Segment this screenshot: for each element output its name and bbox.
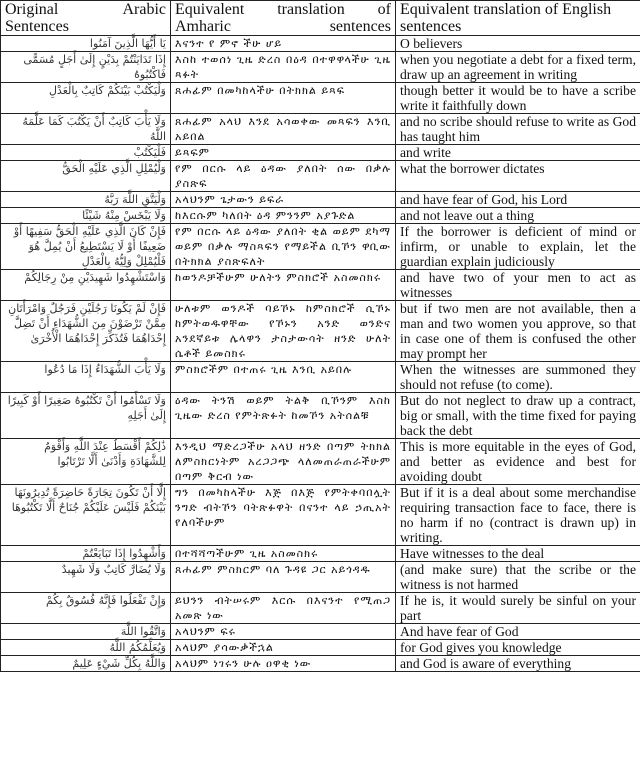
amharic-cell: ይጻፍም: [171, 145, 396, 161]
table-row: [1, 640, 640, 656]
arabic-cell: وَيُعَلِّمُكُمُ اللَّهُ: [1, 640, 171, 656]
amharic-cell: እንዲህ ማድረጋችሁ አላህ ዘንድ በጣም ትክክል ለምስክርነትም አረጋጋጭ ላለመጠራጠራችሁም በጣም ቅርብ ነው: [171, 439, 396, 485]
table-row: [1, 114, 640, 145]
table-row: [1, 485, 640, 546]
table-row: [1, 362, 640, 393]
amharic-cell: አላህንም ጌታውን ይፍራ: [171, 192, 396, 208]
arabic-cell: وَلْيُمْلِلِ الَّذِي عَلَيْهِ الْحَقُّ: [1, 161, 171, 192]
arabic-cell: وَلَا يَأْبَ كَاتِبٌ أَنْ يَكْتُبَ كَمَا عَلَّمَهُ اللَّهُ: [1, 114, 171, 145]
english-cell: and God is aware of everything: [396, 656, 640, 672]
amharic-cell: የም በርሱ ላይ ዕዳው ያለበት ቂል ወይም ደካማ ወይም በቃሉ ማስጻፍን የማይችል ቢኾን ዋቢው በትክክል ያስጽፍለት: [171, 224, 396, 270]
english-cell: and have two of your men to act as witnesses: [396, 270, 640, 301]
arabic-cell: فَإِنْ لَمْ يَكُونَا رَجُلَيْنِ فَرَجُلٌ وَامْرَأَتَانِ مِمَّنْ تَرْضَوْنَ مِنَ الشُّهَدَاءِ أَنْ تَضِلَّ إِحْدَاهُمَا فَتُذَكِّرَ إِحْدَاهُمَا الْأُخْرَىٰ: [1, 301, 171, 362]
table-row: [1, 192, 640, 208]
amharic-cell: ሁለቱም ወንዶች ባይኾኑ ከምስክሮች ሲኾኑ ከምትወዱዋቸው የኾኑን አንድ ወንድና አንደኛይቱ ሌላዋን ታስታውሳት ዘንድ ሁለት ሴቶች ይመስክሩ: [171, 301, 396, 362]
table-row: [1, 562, 640, 593]
english-cell: This is more equitable in the eyes of God, and better as evidence and best for avoiding doubt: [396, 439, 640, 485]
arabic-cell: يَا أَيُّهَا الَّذِينَ آمَنُوا: [1, 36, 171, 52]
amharic-cell: ዕዳው ትንሽ ወይም ትልቅ ቢኾንም እስከ ጊዜው ድረስ የምትጽፉት ከመኾን አትሰልቹ: [171, 393, 396, 439]
english-cell: If the borrower is deficient of mind or infirm, or unable to explain, let the guardian explain judiciously: [396, 224, 640, 270]
arabic-cell: وَلَا يُضَارَّ كَاتِبٌ وَلَا شَهِيدٌ: [1, 562, 171, 593]
arabic-cell: وَلَا يَبْخَسْ مِنْهُ شَيْئًا: [1, 208, 171, 224]
header-row: [1, 1, 640, 36]
english-cell: but if two men are not available, then a man and two women you approve, so that in case one of them is confused the other may prompt her: [396, 301, 640, 362]
table-row: [1, 656, 640, 672]
amharic-cell: ምስክሮችም በተጠሩ ጊዜ እንቢ አይበሉ: [171, 362, 396, 393]
table-row: [1, 52, 640, 83]
table-row: [1, 224, 640, 270]
amharic-cell: ከእርሱም ካለበት ዕዳ ምንንም አያጉድል: [171, 208, 396, 224]
amharic-cell: የም በርሱ ላይ ዕዳው ያለበት ሰው በቃሉ ያስጽፍ: [171, 161, 396, 192]
arabic-cell: وَاسْتَشْهِدُوا شَهِيدَيْنِ مِنْ رِجَالِكُمْ: [1, 270, 171, 301]
table-row: [1, 36, 640, 52]
english-cell: When the witnesses are summoned they should not refuse (to come).: [396, 362, 640, 393]
arabic-cell: وَأَشْهِدُوا إِذَا تَبَايَعْتُمْ: [1, 546, 171, 562]
table-row: [1, 270, 640, 301]
header-arabic: Original Arabic Sentences: [1, 1, 171, 36]
amharic-cell: እናንተ የ ምኖ ችሁ ሆይ: [171, 36, 396, 52]
table-row: [1, 624, 640, 640]
english-cell: But do not neglect to draw up a contract, big or small, with the time fixed for paying back the debt: [396, 393, 640, 439]
table-row: [1, 439, 640, 485]
arabic-cell: وَاتَّقُوا اللَّهَ: [1, 624, 171, 640]
arabic-cell: وَلَا تَسْأَمُوا أَنْ تَكْتُبُوهُ صَغِيرًا أَوْ كَبِيرًا إِلَىٰ أَجَلِهِ: [1, 393, 171, 439]
table-row: [1, 161, 640, 192]
amharic-cell: አላህም ነገሩን ሁሉ ዐዋቂ ነው: [171, 656, 396, 672]
amharic-cell: እስከ ተወሰነ ጊዜ ድረስ በዕዳ በተዋዋላችሁ ጊዜ ጻፉት: [171, 52, 396, 83]
arabic-cell: فَلْيَكْتُبْ: [1, 145, 171, 161]
table-row: [1, 393, 640, 439]
arabic-cell: وَإِنْ تَفْعَلُوا فَإِنَّهُ فُسُوقٌ بِكُمْ: [1, 593, 171, 624]
arabic-cell: وَلَا يَأْبَ الشُّهَدَاءُ إِذَا مَا دُعُوا: [1, 362, 171, 393]
english-cell: And have fear of God: [396, 624, 640, 640]
amharic-cell: ከወንዶቻችሁም ሁለትን ምስክሮች አስመስክሩ: [171, 270, 396, 301]
table-row: [1, 301, 640, 362]
arabic-cell: فَإِنْ كَانَ الَّذِي عَلَيْهِ الْحَقُّ سَفِيهًا أَوْ ضَعِيفًا أَوْ لَا يَسْتَطِيعُ أَنْ يُمِلَّ هُوَ فَلْيُمْلِلْ وَلِيُّهُ بِالْعَدْلِ: [1, 224, 171, 270]
arabic-cell: وَاللَّهُ بِكُلِّ شَيْءٍ عَلِيمٌ: [1, 656, 171, 672]
english-cell: O believers: [396, 36, 640, 52]
arabic-cell: إِذَا تَدَايَنْتُمْ بِدَيْنٍ إِلَىٰ أَجَلٍ مُسَمًّى فَاكْتُبُوهُ: [1, 52, 171, 83]
english-cell: (and make sure) that the scribe or the witness is not harmed: [396, 562, 640, 593]
amharic-cell: ጸሐፊም አላህ እንደ አሳወቀው መጻፍን እንቢ አይበል: [171, 114, 396, 145]
amharic-cell: ጸሐፊም ምስክርም ባለ ጉዳዩ ጋር አይጎዳዱ: [171, 562, 396, 593]
arabic-cell: وَلْيَكْتُبْ بَيْنَكُمْ كَاتِبٌ بِالْعَدْلِ: [1, 83, 171, 114]
table-row: [1, 546, 640, 562]
amharic-cell: በተሻሻጣችሁም ጊዜ አስመስክሩ: [171, 546, 396, 562]
english-cell: when you negotiate a debt for a fixed term, draw up an agreement in writing: [396, 52, 640, 83]
english-cell: But if it is a deal about some merchandise requiring transaction face to face, there is no harm if no (contract is drawn up) in writing.: [396, 485, 640, 546]
arabic-cell: ذَٰلِكُمْ أَقْسَطُ عِنْدَ اللَّهِ وَأَقْوَمُ لِلشَّهَادَةِ وَأَدْنَىٰ أَلَّا تَرْتَابُوا: [1, 439, 171, 485]
table-row: [1, 83, 640, 114]
english-cell: though better it would be to have a scribe write it faithfully down: [396, 83, 640, 114]
table-row: [1, 208, 640, 224]
arabic-cell: وَلْيَتَّقِ اللَّهَ رَبَّهُ: [1, 192, 171, 208]
table-row: [1, 593, 640, 624]
header-english: Equivalent translation of English sentences: [396, 1, 640, 36]
english-cell: what the borrower dictates: [396, 161, 640, 192]
amharic-cell: ይህንን ብትሠሩም እርሱ በእናንተ የሚጠጋ አመጽ ነው: [171, 593, 396, 624]
arabic-cell: إِلَّا أَنْ تَكُونَ تِجَارَةً حَاضِرَةً تُدِيرُونَهَا بَيْنَكُمْ فَلَيْسَ عَلَيْكُمْ جُنَاحٌ أَلَّا تَكْتُبُوهَا: [1, 485, 171, 546]
table-row: [1, 145, 640, 161]
english-cell: and have fear of God, his Lord: [396, 192, 640, 208]
english-cell: and write: [396, 145, 640, 161]
amharic-cell: አላህም ያሳውቃችኋል: [171, 640, 396, 656]
amharic-cell: አላህንም ፍሩ: [171, 624, 396, 640]
english-cell: and not leave out a thing: [396, 208, 640, 224]
english-cell: for God gives you knowledge: [396, 640, 640, 656]
header-amharic: Equivalent translation of Amharic sentences: [171, 1, 396, 36]
english-cell: Have witnesses to the deal: [396, 546, 640, 562]
english-cell: and no scribe should refuse to write as God has taught him: [396, 114, 640, 145]
amharic-cell: ጸሐፊም በመካከላችሁ በትክክል ይጻፍ: [171, 83, 396, 114]
english-cell: If he is, it would surely be sinful on your part: [396, 593, 640, 624]
amharic-cell: ግን በመካከላችሁ እጅ በእጅ የምትቀባበሏት ንግድ ብትኾን ባትጽፉዋት በናንተ ላይ ኃጢአት የለባችሁም: [171, 485, 396, 546]
